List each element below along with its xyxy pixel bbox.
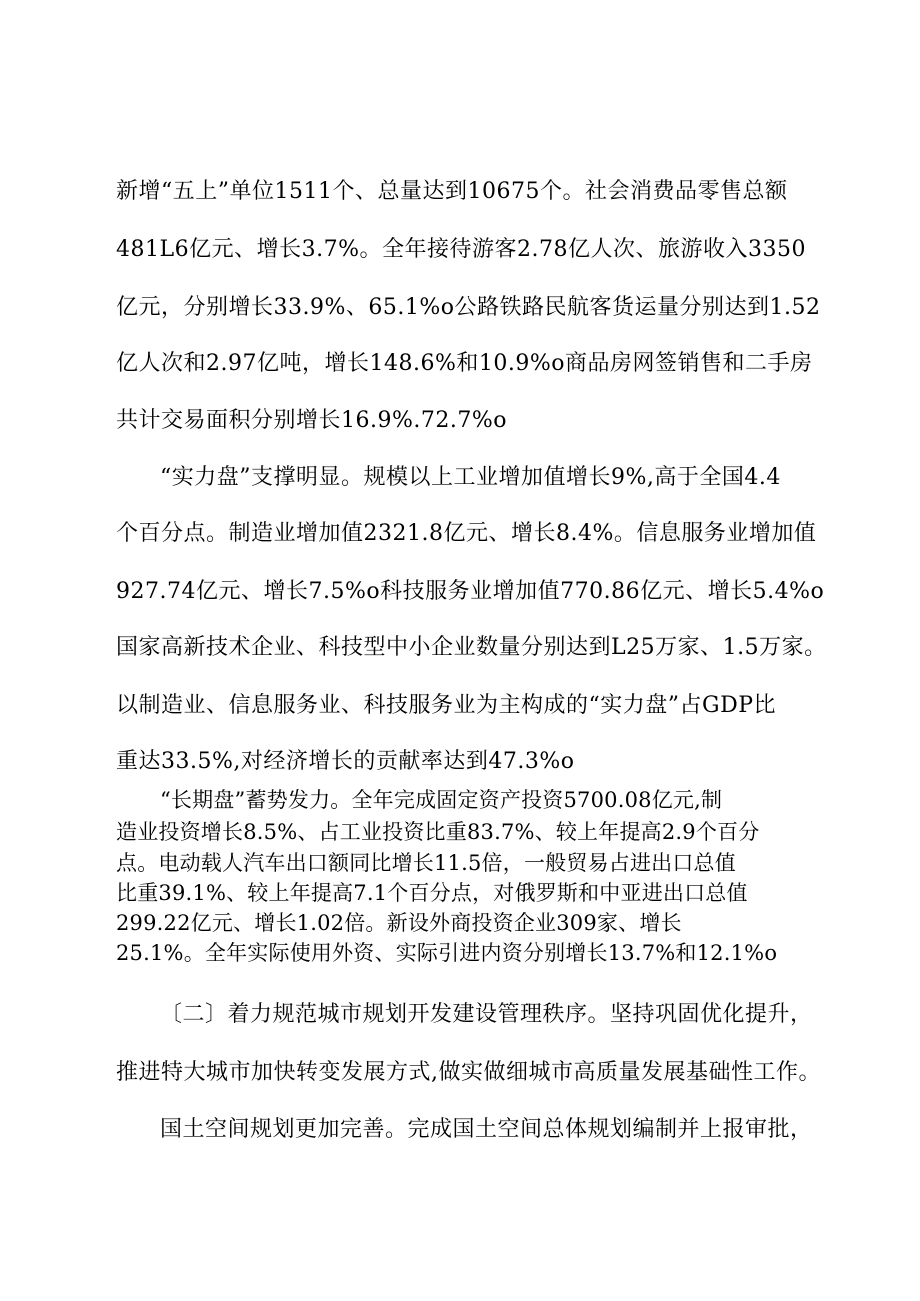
paragraph-2-line-4: 国家高新技术企业、科技型中小企业数量分别达到L25万家、1.5万家。 — [116, 635, 827, 660]
paragraph-2-line-1: “实力盘”支撑明显。规模以上工业增加值增长9%,高于全国4.4 — [160, 465, 781, 490]
paragraph-3-line-1: “长期盘”蓄势发力。全年完成固定资产投资5700.08亿元,制 — [160, 788, 723, 812]
paragraph-2-line-6: 重达33.5%,对经济增长的贡献率达到47.3%o — [116, 749, 575, 774]
paragraph-1-line-1: 新增“五上”单位1511个、总量达到10675个。社会消费品零售总额 — [116, 179, 788, 204]
paragraph-1-line-2: 481L6亿元、增长3.7%。全年接待游客2.78亿人次、旅游收入3350 — [116, 237, 806, 262]
paragraph-3-line-3: 点。电动载人汽车出口额同比增长11.5倍，一般贸易占进出口总值 — [116, 851, 736, 875]
paragraph-4-line-1: 〔二〕着力规范城市规划开发建设管理秩序。坚持巩固优化提升， — [160, 1002, 813, 1027]
paragraph-3-line-6: 25.1%。全年实际使用外资、实际引进内资分别增长13.7%和12.1%o — [116, 941, 778, 965]
paragraph-1-line-5: 共计交易面积分别增长16.9%.72.7%o — [116, 408, 508, 433]
paragraph-2-line-2: 个百分点。制造业增加值2321.8亿元、增长8.4%。信息服务业增加值 — [116, 521, 817, 546]
paragraph-1-line-4: 亿人次和2.97亿吨，增长148.6%和10.9%o商品房网签销售和二手房 — [116, 351, 813, 376]
paragraph-2-line-5: 以制造业、信息服务业、科技服务业为主构成的“实力盘”占GDP比 — [116, 693, 777, 718]
paragraph-3-line-5: 299.22亿元、增长1.02倍。新设外商投资企业309家、增长 — [116, 911, 682, 935]
paragraph-3-line-2: 造业投资增长8.5%、占工业投资比重83.7%、较上年提高2.9个百分 — [116, 820, 760, 844]
paragraph-5-line-1: 国土空间规划更加完善。完成国土空间总体规划编制并上报审批， — [160, 1117, 813, 1142]
paragraph-1-line-3: 亿元，分别增长33.9%、65.1%o公路铁路民航客货运量分别达到1.52 — [116, 295, 821, 320]
paragraph-3-line-4: 比重39.1%、较上年提高7.1个百分点，对俄罗斯和中亚进出口总值 — [116, 881, 748, 905]
paragraph-2-line-3: 927.74亿元、增长7.5%o科技服务业增加值770.86亿元、增长5.4%o — [116, 579, 825, 604]
paragraph-4-line-2: 推进特大城市加快转变发展方式,做实做细城市高质量发展基础性工作。 — [116, 1060, 821, 1085]
